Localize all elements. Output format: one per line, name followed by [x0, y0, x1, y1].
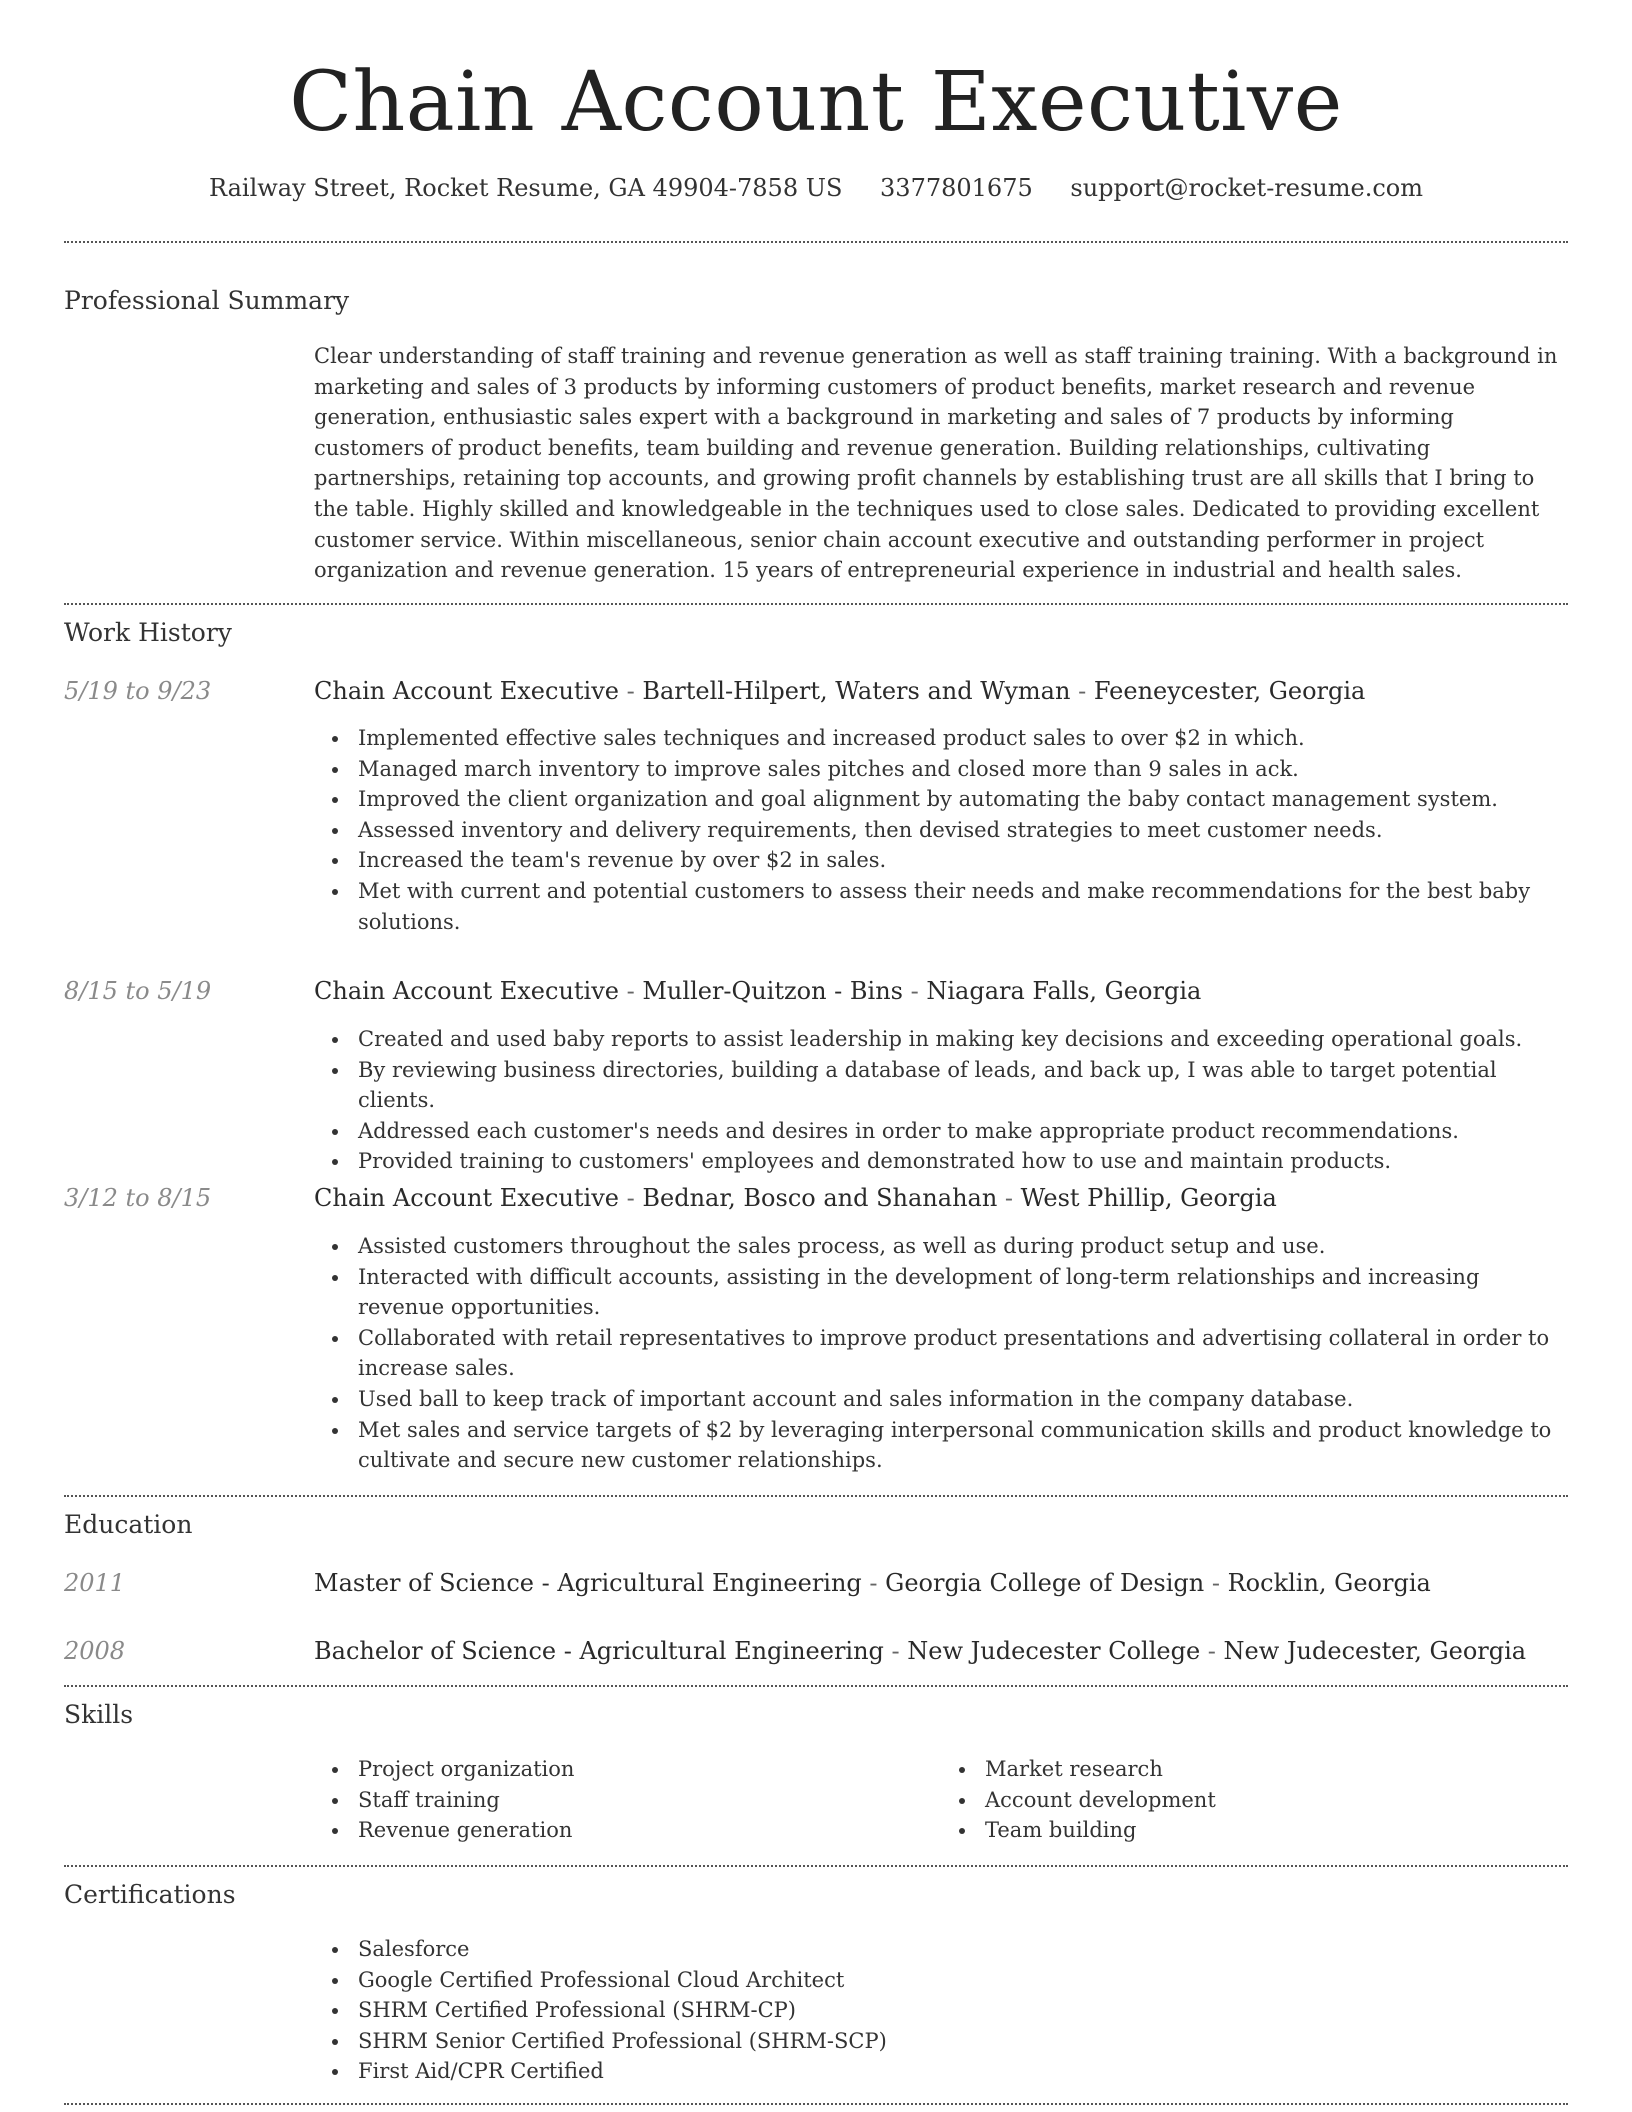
job-role: Chain Account Executive — [314, 1184, 619, 1212]
education-location: Rocklin, Georgia — [1227, 1569, 1431, 1597]
education-entry — [314, 1566, 1568, 1600]
job-company: Bartell-Hilpert, Waters and Wyman — [642, 677, 1071, 705]
job-heading — [314, 974, 1568, 1008]
contact-phone: 3377801675 — [880, 174, 1033, 202]
section-title-education: Education — [64, 1510, 193, 1539]
list-item: Market research — [985, 1754, 1568, 1785]
job-entry — [314, 1181, 1568, 1215]
section-title-summary: Professional Summary — [64, 286, 350, 315]
candidate-name: Chain Account Executive — [289, 55, 1343, 150]
job-company: Bednar, Bosco and Shanahan — [642, 1184, 998, 1212]
job-dates: 8/15 to 5/19 — [64, 977, 212, 1005]
summary-block — [314, 341, 1568, 586]
section-title-certifications: Certifications — [64, 1880, 236, 1909]
list-item: Collaborated with retail representatives to improve product presentations and advertising collateral in order to increase sales. — [358, 1323, 1568, 1384]
section-title-skills: Skills — [64, 1700, 134, 1729]
job-bullets — [314, 1024, 1568, 1177]
separator: - — [1204, 1569, 1228, 1597]
job-entry — [314, 674, 1568, 708]
list-item: Improved the client organization and goal alignment by automating the baby contact management system. — [358, 784, 1568, 815]
job-entry — [314, 974, 1568, 1008]
list-item: SHRM Certified Professional (SHRM-CP) — [358, 1995, 1568, 2026]
education-year: 2008 — [64, 1637, 126, 1665]
job-location: Feeneycester, Georgia — [1093, 677, 1366, 705]
list-item: Staff training — [358, 1785, 941, 1816]
education-school: New Judecester College — [907, 1637, 1201, 1665]
separator: - — [997, 1184, 1021, 1212]
divider — [64, 1865, 1568, 1867]
divider — [64, 241, 1568, 243]
list-item: Increased the team's revenue by over $2 in sales. — [358, 845, 1568, 876]
list-item: Used ball to keep track of important account and sales information in the company database. — [358, 1384, 1568, 1415]
job-bullets-block — [314, 723, 1568, 937]
certifications-block — [314, 1934, 1568, 2087]
education-location: New Judecester, Georgia — [1223, 1637, 1527, 1665]
list-item: Google Certified Professional Cloud Architect — [358, 1965, 1568, 1996]
list-item: Team building — [985, 1815, 1568, 1846]
job-company: Muller-Quitzon - Bins — [642, 977, 903, 1005]
separator: - — [1200, 1637, 1224, 1665]
job-dates: 3/12 to 8/15 — [64, 1184, 212, 1212]
job-bullets — [314, 723, 1568, 937]
list-item: Salesforce — [358, 1934, 1568, 1965]
separator: - — [902, 977, 927, 1005]
contact-email[interactable]: support@rocket-resume.com — [1070, 174, 1423, 202]
list-item: Account development — [985, 1785, 1568, 1816]
list-item: Managed march inventory to improve sales pitches and closed more than 9 sales in ack. — [358, 754, 1568, 785]
separator: - — [883, 1637, 908, 1665]
list-item: Created and used baby reports to assist leadership in making key decisions and exceeding operational goals. — [358, 1024, 1568, 1055]
list-item: Implemented effective sales techniques and increased product sales to over $2 in which. — [358, 723, 1568, 754]
separator: - — [618, 977, 643, 1005]
skills-list-left — [314, 1754, 941, 1846]
job-bullets-block — [314, 1024, 1568, 1177]
list-item: By reviewing business directories, building a database of leads, and back up, I was able to target potential clients. — [358, 1055, 1568, 1116]
list-item: Provided training to customers' employees and demonstrated how to use and maintain products. — [358, 1146, 1568, 1177]
summary-text: Clear understanding of staff training and revenue generation as well as staff training training. With a background in marketing and sales of 3 products by informing customers of product benefits, market research and revenue generation, enthusiastic sales expert with a background in marketing and sales of 7 products by informing customers of product benefits, team building and revenue generation. Building relationships, cultivating partnerships, retaining top accounts, and growing profit channels by establishing trust are all skills that I bring to the table. Highly skilled and knowledgeable in the techniques used to close sales. Dedicated to providing excellent customer service. Within miscellaneous, senior chain account executive and outstanding performer in project organization and revenue generation. 15 years of entrepreneurial experience in industrial and health sales. — [314, 344, 1558, 583]
job-location: West Phillip, Georgia — [1020, 1184, 1277, 1212]
education-degree: Master of Science - Agricultural Engineering — [314, 1569, 862, 1597]
divider — [64, 1495, 1568, 1497]
separator: - — [861, 1569, 886, 1597]
job-heading — [314, 1181, 1568, 1215]
list-item: Met with current and potential customers to assess their needs and make recommendations for the best baby solutions. — [358, 876, 1568, 937]
list-item: Assisted customers throughout the sales process, as well as during product setup and use. — [358, 1231, 1568, 1262]
job-bullets — [314, 1231, 1568, 1476]
education-entry — [314, 1634, 1568, 1668]
contact-line — [0, 170, 1632, 206]
skills-block — [314, 1754, 1568, 1846]
separator: - — [1070, 677, 1094, 705]
education-heading — [314, 1566, 1568, 1600]
certifications-list — [314, 1934, 1568, 2087]
divider — [64, 1685, 1568, 1687]
education-degree: Bachelor of Science - Agricultural Engineering — [314, 1637, 884, 1665]
list-item: First Aid/CPR Certified — [358, 2056, 1568, 2087]
job-role: Chain Account Executive — [314, 677, 619, 705]
separator: - — [618, 1184, 643, 1212]
list-item: SHRM Senior Certified Professional (SHRM-SCP) — [358, 2026, 1568, 2057]
list-item: Project organization — [358, 1754, 941, 1785]
education-year: 2011 — [64, 1569, 126, 1597]
divider — [64, 603, 1568, 605]
job-dates: 5/19 to 9/23 — [64, 677, 212, 705]
list-item: Met sales and service targets of $2 by leveraging interpersonal communication skills and product knowledge to cultivate and secure new customer relationships. — [358, 1415, 1568, 1476]
section-title-work: Work History — [64, 618, 232, 647]
job-heading — [314, 674, 1568, 708]
list-item: Revenue generation — [358, 1815, 941, 1846]
skills-list-right — [941, 1754, 1568, 1846]
skills-columns — [314, 1754, 1568, 1846]
contact-address: Railway Street, Rocket Resume, GA 49904-7858 US — [208, 174, 843, 202]
separator: - — [618, 677, 643, 705]
education-school: Georgia College of Design — [885, 1569, 1205, 1597]
job-location: Niagara Falls, Georgia — [926, 977, 1202, 1005]
job-bullets-block — [314, 1231, 1568, 1476]
job-role: Chain Account Executive — [314, 977, 619, 1005]
education-heading — [314, 1634, 1568, 1668]
list-item: Interacted with difficult accounts, assisting in the development of long-term relationships and increasing revenue opportunities. — [358, 1262, 1568, 1323]
list-item: Assessed inventory and delivery requirements, then devised strategies to meet customer needs. — [358, 815, 1568, 846]
list-item: Addressed each customer's needs and desires in order to make appropriate product recommendations. — [358, 1116, 1568, 1147]
divider — [64, 2103, 1568, 2105]
